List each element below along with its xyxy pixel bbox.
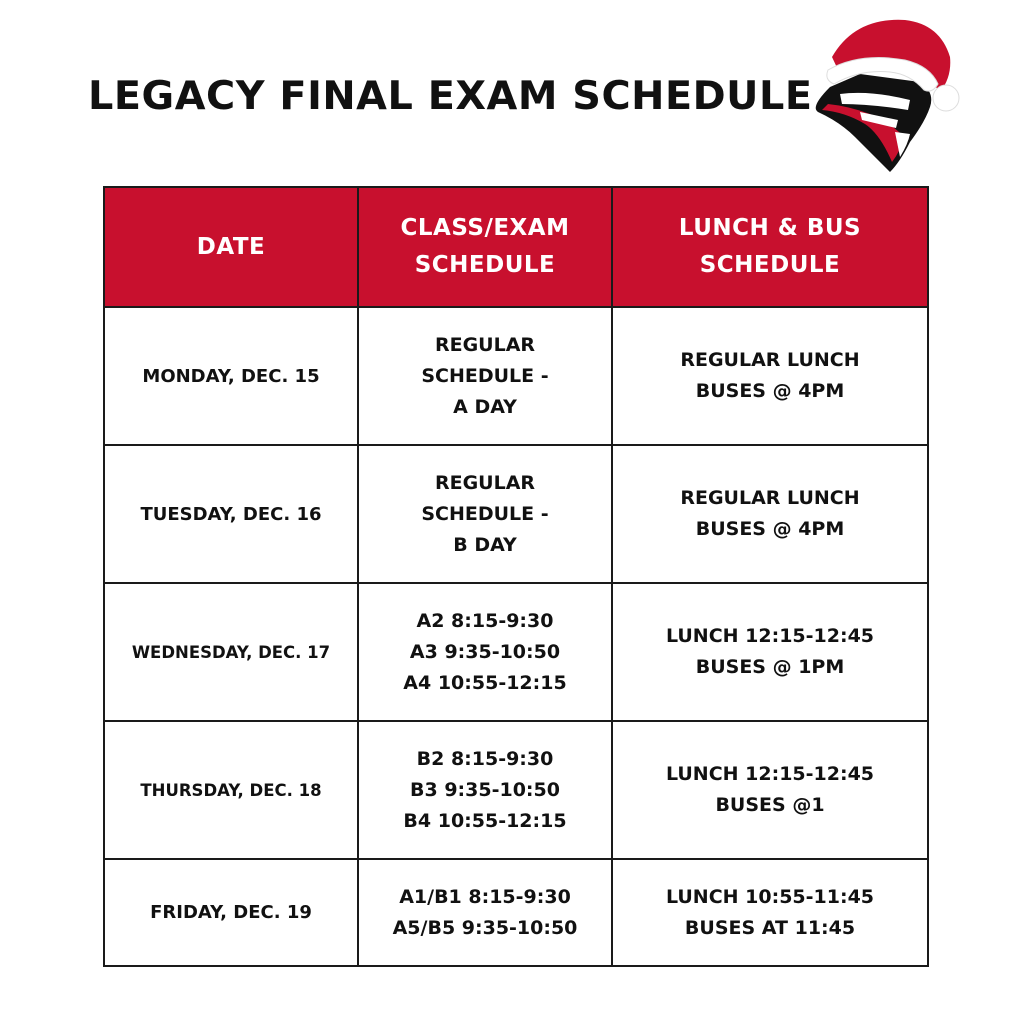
lunch-bus-cell: REGULAR LUNCH BUSES @ 4PM [612, 307, 928, 445]
class-schedule-cell: REGULAR SCHEDULE - A DAY [358, 307, 612, 445]
table-row [104, 859, 928, 966]
class-schedule-cell: B2 8:15-9:30 B3 9:35-10:50 B4 10:55-12:15 [358, 721, 612, 859]
date-cell: THURSDAY, DEC. 18 [104, 721, 358, 859]
table-row [104, 445, 928, 583]
lunch-bus-cell: LUNCH 12:15-12:45 BUSES @ 1PM [612, 583, 928, 721]
lunch-bus-cell: LUNCH 10:55-11:45 BUSES AT 11:45 [612, 859, 928, 966]
table-row [104, 721, 928, 859]
date-cell: WEDNESDAY, DEC. 17 [104, 583, 358, 721]
lunch-bus-cell: REGULAR LUNCH BUSES @ 4PM [612, 445, 928, 583]
table-row [104, 307, 928, 445]
table-header-row [104, 187, 928, 307]
class-schedule-cell: A1/B1 8:15-9:30 A5/B5 9:35-10:50 [358, 859, 612, 966]
header-lunch-bus-schedule: LUNCH & BUS SCHEDULE [612, 187, 928, 307]
header-date: DATE [104, 187, 358, 307]
class-schedule-cell: A2 8:15-9:30 A3 9:35-10:50 A4 10:55-12:15 [358, 583, 612, 721]
class-schedule-cell: REGULAR SCHEDULE - B DAY [358, 445, 612, 583]
knight-helmet-santa-hat-icon [800, 12, 970, 182]
lunch-bus-cell: LUNCH 12:15-12:45 BUSES @1 [612, 721, 928, 859]
date-cell: TUESDAY, DEC. 16 [104, 445, 358, 583]
date-cell: MONDAY, DEC. 15 [104, 307, 358, 445]
table-row [104, 583, 928, 721]
date-cell: FRIDAY, DEC. 19 [104, 859, 358, 966]
header-class-exam-schedule: CLASS/EXAM SCHEDULE [358, 187, 612, 307]
exam-schedule-table [103, 186, 929, 967]
page-title: LEGACY FINAL EXAM SCHEDULE [88, 74, 813, 119]
